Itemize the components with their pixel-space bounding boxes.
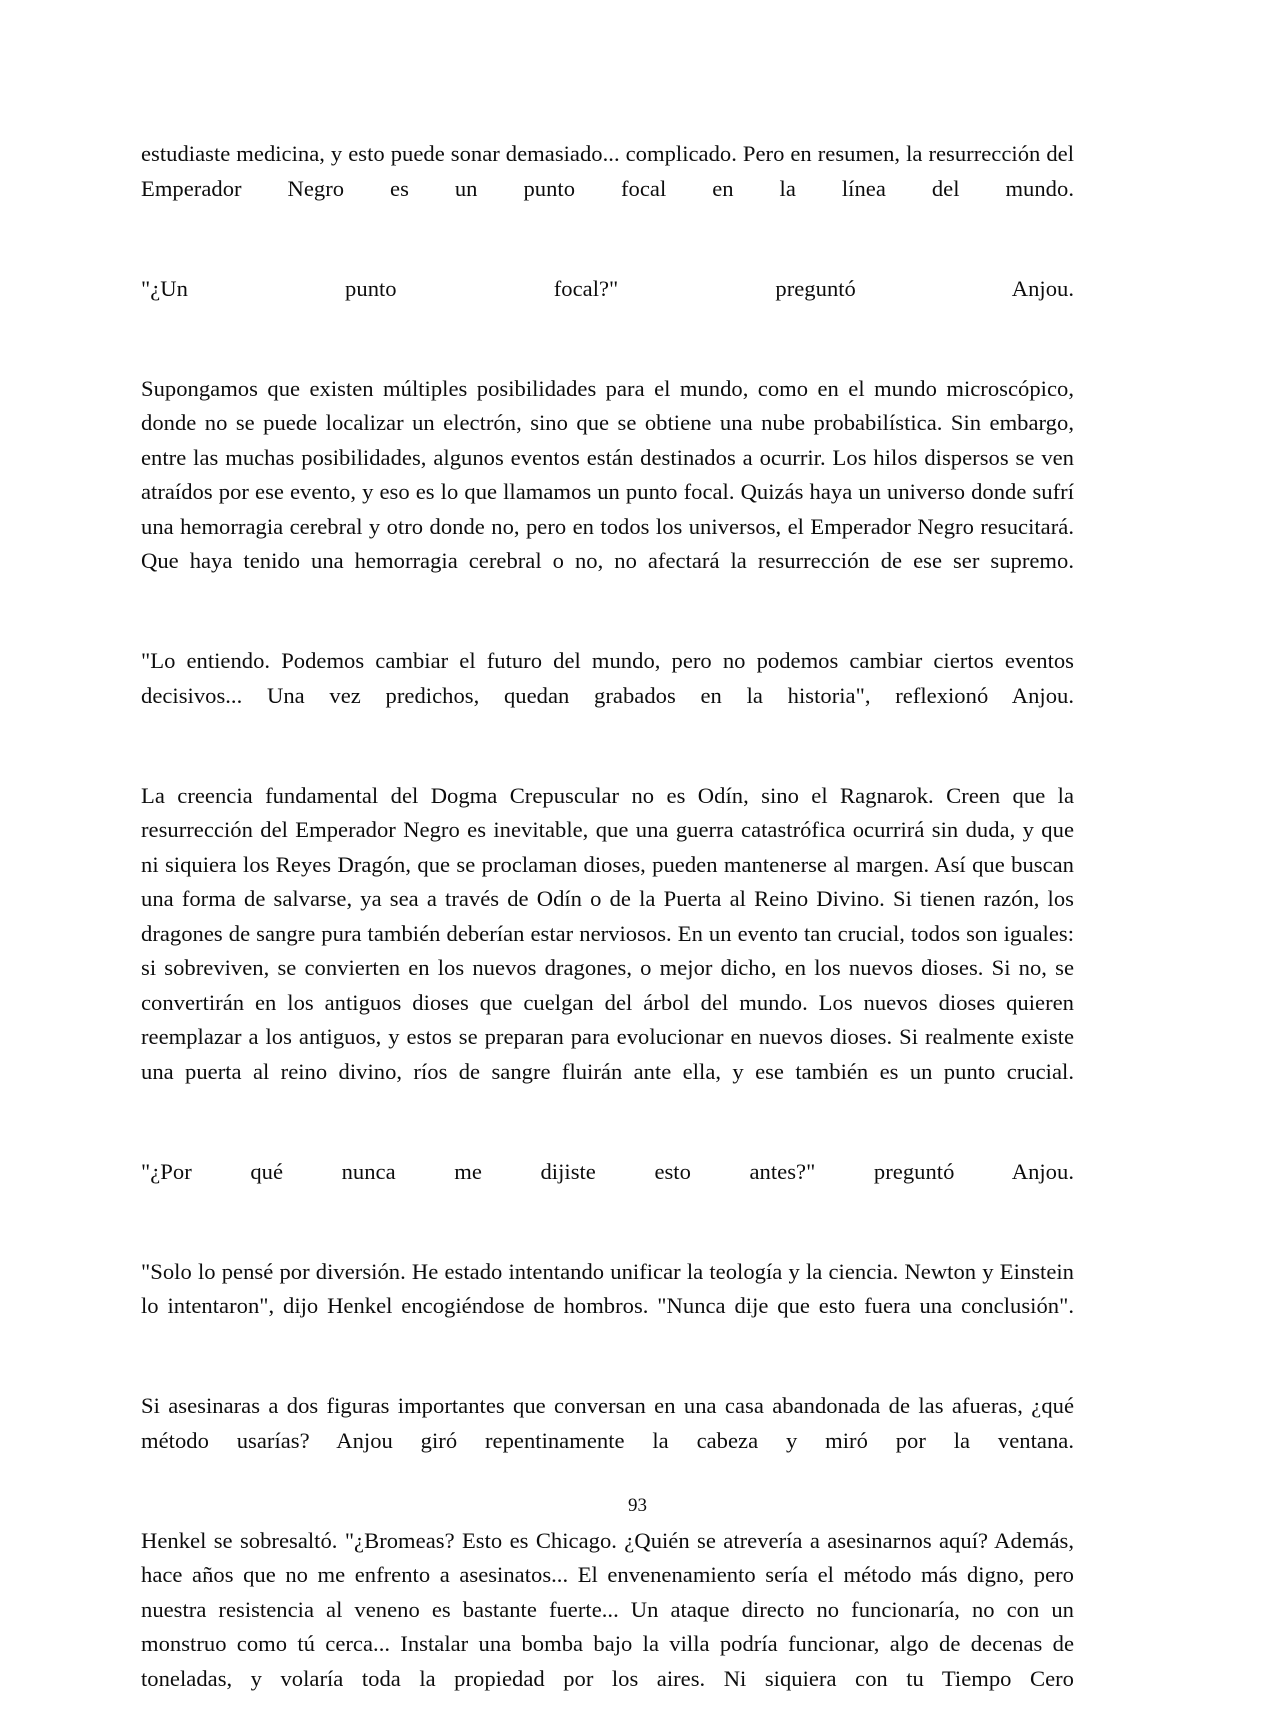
- paragraph-9: Henkel se sobresaltó. "¿Bromeas? Esto es Chicago. ¿Quién se atrevería a asesinarnos aquí? Además, hace años que no me enfrento a asesinatos... El envenenamiento sería el método más digno, pero nuestra resistencia al veneno es bastante fuerte... Un ataque directo no funcionaría, no con un monstruo como tú cerca... Instalar una bomba bajo la villa podría funcionar, algo de decenas de toneladas, y volaría toda la propiedad por los aires. Ni siquiera con tu Tiempo Cero: [141, 1527, 1074, 1691]
- paragraph-5: La creencia fundamental del Dogma Crepuscular no es Odín, sino el Ragnarok. Creen que la resurrección del Emperador Negro es inevitable, que una guerra catastrófica ocurrirá sin duda, y que ni siquiera los Reyes Dragón, que se proclaman dioses, pueden mantenerse al margen. Así que buscan una forma de salvarse, ya sea a través de Odín o de la Puerta al Reino Divino. Si tienen razón, los dragones de sangre pura también deberían estar nerviosos. En un evento tan crucial, todos son iguales: si sobreviven, se convierten en los nuevos dragones, o mejor dicho, en los nuevos dioses. Si no, se convertirán en los antiguos dioses que cuelgan del árbol del mundo. Los nuevos dioses quieren reemplazar a los antiguos, y estos se preparan para evolucionar en nuevos dioses. Si realmente existe una puerta al reino divino, ríos de sangre fluirán ante ella, y ese también es un punto crucial.: [141, 782, 1074, 1084]
- paragraph-7: "Solo lo pensé por diversión. He estado intentando unificar la teología y la ciencia. Newton y Einstein lo intentaron", dijo Henkel encogiéndose de hombros. "Nunca dije que esto fuera una conclusión".: [141, 1258, 1074, 1318]
- page-number: 93: [628, 1495, 647, 1516]
- paragraph-4: "Lo entiendo. Podemos cambiar el futuro del mundo, pero no podemos cambiar ciertos eventos decisivos... Una vez predichos, quedan grabados en la historia", reflexionó Anjou.: [141, 648, 1074, 708]
- paragraph-8: Si asesinaras a dos figuras importantes que conversan en una casa abandonada de las afueras, ¿qué método usarías? Anjou giró repentinamente la cabeza y miró por la ventana.: [141, 1393, 1074, 1453]
- page-body-text: [141, 137, 1074, 1731]
- paragraph-3: Supongamos que existen múltiples posibilidades para el mundo, como en el mundo microscópico, donde no se puede localizar un electrón, sino que se obtiene una nube probabilística. Sin embargo, entre las muchas posibilidades, algunos eventos están destinados a ocurrir. Los hilos dispersos se ven atraídos por ese evento, y eso es lo que llamamos un punto focal. Quizás haya un universo donde sufrí una hemorragia cerebral y otro donde no, pero en todos los universos, el Emperador Negro resucitará. Que haya tenido una hemorragia cerebral o no, no afectará la resurrección de ese ser supremo.: [141, 375, 1074, 573]
- paragraph-1: estudiaste medicina, y esto puede sonar demasiado... complicado. Pero en resumen, la resurrección del Emperador Negro es un punto focal en la línea del mundo.: [141, 141, 1074, 201]
- paragraph-2: "¿Un punto focal?" preguntó Anjou.: [141, 275, 1074, 301]
- paragraph-6: "¿Por qué nunca me dijiste esto antes?" preguntó Anjou.: [141, 1158, 1074, 1184]
